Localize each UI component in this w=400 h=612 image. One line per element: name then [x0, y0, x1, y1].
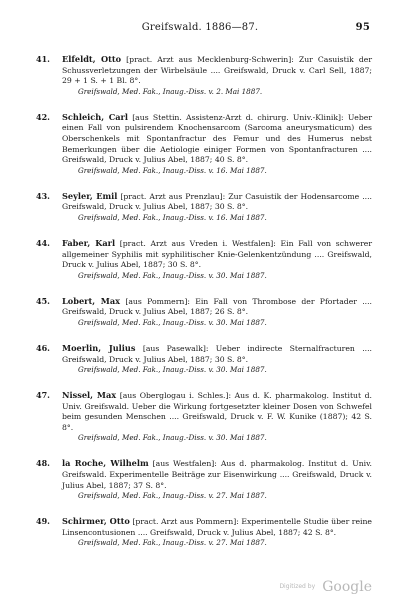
entry-author: Nissel, Max	[62, 390, 117, 401]
entry-number: 46.	[36, 342, 50, 353]
running-head-title: Greifswald. 1886—87.	[141, 22, 259, 33]
entry-body	[62, 112, 372, 176]
bibliography-entry	[36, 296, 372, 328]
bibliography-entry	[36, 191, 372, 223]
entry-body	[62, 238, 372, 281]
entry-author: Schleich, Carl	[62, 111, 128, 122]
entry-body	[62, 296, 372, 328]
entry-body	[62, 54, 372, 97]
bibliography-entry	[36, 458, 372, 501]
entry-dissertation-note: Greifswald, Med. Fak., Inaug.-Diss. v. 16. Mai 1887.	[78, 212, 267, 222]
watermark-small-text: Digitized by	[279, 583, 316, 590]
bibliography-entry	[36, 112, 372, 176]
entry-number: 48.	[36, 458, 50, 469]
entry-body	[62, 516, 372, 548]
bibliography-entry	[36, 516, 372, 548]
entry-citation-text: [pract. Arzt aus Prenzlau]: Zur Casuistik der Hodensarcome .... Greifswald, Druck v. Julius Abel, 1887; 30 S. 8°.	[62, 191, 372, 212]
entry-number: 41.	[36, 54, 50, 64]
bibliography-entry	[36, 390, 372, 443]
google-logo: Google	[322, 579, 372, 595]
entry-dissertation-note: Greifswald, Med. Fak., Inaug.-Diss. v. 30. Mai 1887.	[78, 433, 267, 443]
entry-author: Elfeldt, Otto	[62, 54, 122, 64]
entry-number: 43.	[36, 190, 50, 201]
entry-author: Lobert, Max	[62, 295, 121, 306]
entry-number: 47.	[36, 390, 50, 401]
entry-dissertation-note: Greifswald, Med. Fak., Inaug.-Diss. v. 27. Mai 1887.	[78, 491, 267, 501]
entry-citation-text: [aus Oberglogau i. Schles.]: Aus d. K. pharmakolog. Institut d. Univ. Greifswald. Ueber die Wirkung fortgesetzter kleiner Dosen von Schwefel beim gesunden Menschen .... Greifswald, Druck v. F. W. Kunike (1887); 42 S. 8°.	[62, 391, 372, 432]
entry-dissertation-note: Greifswald, Med. Fak., Inaug.-Diss. v. 30. Mai 1887.	[78, 365, 267, 375]
entry-citation-text: [aus Westfalen]: Aus d. pharmakolog. Institut d. Univ. Greifswald. Experimentelle Beiträge zur Eisenwirkung .... Greifswald, Druck v. Julius Abel, 1887; 37 S. 8°.	[62, 459, 372, 490]
entry-body	[62, 390, 372, 443]
entry-author: la Roche, Wilhelm	[62, 458, 149, 469]
entry-dissertation-note: Greifswald, Med. Fak., Inaug.-Diss. v. 27. Mai 1887.	[78, 538, 267, 548]
running-head	[0, 22, 400, 38]
entry-dissertation-note: Greifswald, Med. Fak., Inaug.-Diss. v. 30. Mai 1887.	[78, 270, 267, 280]
entry-author: Schirmer, Otto	[62, 516, 130, 527]
bibliography-entry	[36, 54, 372, 97]
entry-number: 49.	[36, 516, 50, 527]
entry-number: 45.	[36, 295, 50, 306]
entry-citation-text: [pract. Arzt aus Mecklenburg-Schwerin]: Zur Casuistik der Schussverletzungen der Wirbelsäule .... Greifswald, Druck v. Carl Sell, 1887; 29 + 1 S. + 1 Bl. 8°.	[62, 55, 372, 86]
entry-citation-text: [pract. Arzt aus Vreden i. Westfalen]: Ein Fall von schwerer allgemeiner Syphilis mit syphilitischer Knie-Gelenkentzündung .... Greifswald, Druck v. Julius Abel, 1887; 30 S. 8°.	[62, 238, 372, 270]
entry-number: 42.	[36, 111, 50, 122]
entry-dissertation-note: Greifswald, Med. Fak., Inaug.-Diss. v. 16. Mai 1887.	[78, 165, 267, 175]
entry-citation-text: [aus Pasewalk]: Ueber indirecte Sternalfracturen .... Greifswald, Druck v. Julius Abel, 1887; 30 S. 8°.	[62, 343, 373, 364]
entry-citation-text: [aus Pommern]: Ein Fall von Thrombose der Pfortader .... Greifswald, Druck v. Julius Abel, 1887; 26 S. 8°.	[62, 296, 372, 317]
bibliography-entry	[36, 343, 372, 375]
digitized-by-google-watermark	[279, 576, 372, 595]
entry-author: Faber, Karl	[62, 237, 116, 248]
entry-list	[36, 54, 372, 563]
entry-citation-text: [pract. Arzt aus Pommern]: Experimentelle Studie über reine Linsencontusionen .... Greifswald, Druck v. Julius Abel, 1887; 42 S. 8°.	[62, 517, 372, 537]
entry-author: Seyler, Emil	[62, 190, 118, 201]
entry-dissertation-note: Greifswald, Med. Fak., Inaug.-Diss. v. 2. Mai 1887.	[78, 86, 263, 96]
entry-citation-text: [aus Stettin. Assistenz-Arzt d. chirurg. Univ.-Klinik]: Ueber einen Fall von pulsirendem Knochensarcom (Sarcoma aneurysmaticum) des Oberschenkels mit Spontanfractur des Femur und des Humerus nebst Bemerkungen über die Aetiologie einiger Formen von Spontanfracturen .... Greifswald, Druck v. Julius Abel, 1887; 40 S. 8°.	[62, 112, 372, 165]
entry-body	[62, 191, 372, 223]
entry-body	[62, 343, 372, 375]
page-number: 95	[355, 22, 370, 33]
entry-number: 44.	[36, 237, 50, 248]
entry-dissertation-note: Greifswald, Med. Fak., Inaug.-Diss. v. 30. Mai 1887.	[78, 317, 267, 327]
bibliography-entry	[36, 238, 372, 281]
entry-body	[62, 458, 372, 501]
entry-author: Moerlin, Julius	[62, 342, 136, 353]
